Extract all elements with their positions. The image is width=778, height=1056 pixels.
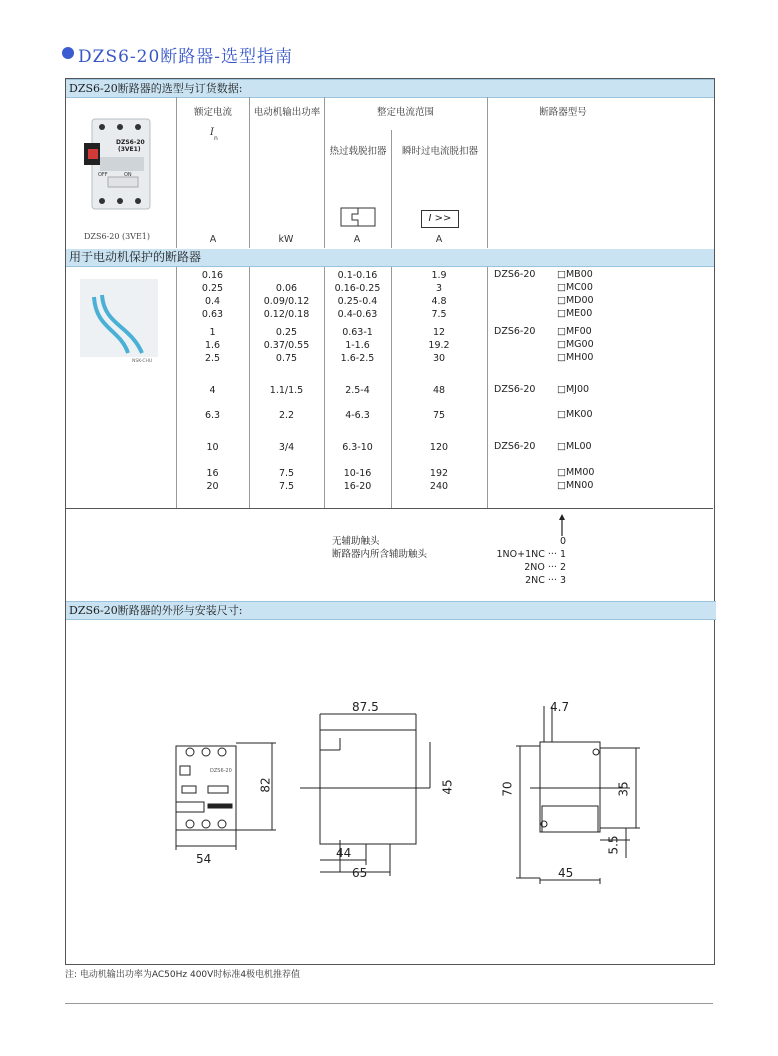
dim-front-label: DZS6-20	[210, 768, 232, 774]
col-divider	[324, 97, 325, 248]
unit-instant: A	[435, 234, 443, 245]
table-cell-inst: 7.5	[431, 309, 447, 320]
col-divider	[487, 97, 488, 248]
table-cell-inst: 240	[429, 481, 449, 492]
model-code: □MM00	[557, 467, 595, 478]
table-cell-inst: 4.8	[431, 296, 447, 307]
table-cell-range: 0.63-1	[342, 327, 373, 338]
header-instant-release: 瞬时过电流脱扣器	[401, 146, 478, 157]
table-cell-in: 1.6	[204, 340, 221, 351]
dim-side-width: 87.5	[352, 700, 379, 714]
table-cell-inst: 19.2	[428, 340, 450, 351]
dim-side-a: 44	[336, 846, 352, 860]
model-code: □MK00	[557, 409, 593, 420]
header-rated-current: 额定电流	[193, 107, 232, 118]
product-image	[80, 115, 162, 213]
title-bullet-icon	[62, 47, 74, 59]
section-motor-protection-header: 用于电动机保护的断路器	[66, 249, 714, 267]
table-cell-kw: 0.25	[275, 327, 298, 338]
table-cell-kw: 1.1/1.5	[269, 385, 304, 396]
table-cell-range: 0.25-0.4	[337, 296, 378, 307]
aux-code-1: 1NO+1NC ··· 1	[496, 549, 566, 560]
section-selection-header: DZS6-20断路器的选型与订货数据:	[66, 79, 714, 98]
table-cell-inst: 75	[432, 410, 446, 421]
model-code: □MC00	[557, 282, 593, 293]
table-cell-inst: 48	[432, 385, 446, 396]
unit-power: kW	[278, 234, 294, 245]
table-cell-range: 1.6-2.5	[340, 353, 375, 364]
table-cell-kw: 0.09/0.12	[263, 296, 310, 307]
table-cell-kw: 0.06	[275, 283, 298, 294]
table-cell-inst: 3	[435, 283, 443, 294]
front-view-drawing	[176, 743, 276, 850]
header-setting-range: 整定电流范围	[376, 107, 434, 118]
table-cell-in: 6.3	[204, 410, 221, 421]
dimension-drawings	[160, 690, 660, 890]
side-view-drawing	[300, 714, 430, 876]
header-thermal-release: 热过载脱扣器	[329, 146, 387, 157]
model-code: □MD00	[557, 295, 594, 306]
dim-side-height: 45	[440, 779, 455, 795]
aux-none-label: 无辅助触头	[332, 536, 380, 547]
model-code: □MG00	[557, 339, 594, 350]
model-code: □MN00	[557, 480, 594, 491]
table-cell-in: 0.16	[201, 270, 224, 281]
table-cell-range: 16-20	[343, 481, 372, 492]
table-cell-kw: 7.5	[278, 481, 295, 492]
table-cell-in: 0.63	[201, 309, 224, 320]
aux-code-3: 2NC ··· 3	[525, 575, 566, 586]
table-cell-range: 6.3-10	[342, 442, 373, 453]
section-dimensions-header: DZS6-20断路器的外形与安装尺寸:	[66, 601, 716, 620]
dim-rear-height2: 35	[616, 781, 631, 797]
aux-included-label: 断路器内所含辅助触头	[332, 549, 428, 560]
table-cell-kw: 2.2	[278, 410, 295, 421]
model-code: □MH00	[557, 352, 594, 363]
table-cell-inst: 30	[432, 353, 446, 364]
dim-rear-small: 5.5	[606, 835, 621, 855]
table-cell-inst: 1.9	[431, 270, 447, 281]
table-cell-in: 0.4	[204, 296, 221, 307]
table-cell-inst: 12	[432, 327, 446, 338]
model-code: □ME00	[557, 308, 593, 319]
table-cell-inst: 192	[429, 468, 449, 479]
model-prefix: DZS6-20	[494, 326, 536, 337]
dim-rear-top: 4.7	[550, 700, 570, 714]
model-code: □ML00	[557, 441, 592, 452]
product-sublabel: (3VE1)	[118, 146, 141, 153]
table-cell-inst: 120	[429, 442, 449, 453]
wire-image	[80, 279, 158, 357]
instant-release-icon: I >>	[421, 210, 459, 228]
product-off-label: OFF	[98, 172, 108, 178]
model-code: □MJ00	[557, 384, 590, 395]
aux-code-2: 2NO ··· 2	[524, 562, 566, 573]
table-cell-range: 0.1-0.16	[337, 270, 378, 281]
table-cell-range: 0.4-0.63	[337, 309, 378, 320]
unit-current: A	[209, 234, 217, 245]
footer-line	[65, 1003, 713, 1004]
dim-rear-width: 45	[558, 866, 574, 880]
table-cell-in: 16	[206, 468, 219, 479]
col-divider	[176, 97, 177, 248]
table-cell-in: 10	[206, 442, 219, 453]
header-in-subscript: n	[214, 135, 218, 142]
thermal-release-icon	[340, 207, 376, 227]
dim-front-height: 82	[258, 777, 273, 793]
arrow-up-icon	[557, 514, 567, 536]
table-cell-kw: 3/4	[278, 442, 295, 453]
table-cell-in: 0.25	[201, 283, 224, 294]
table-cell-kw: 7.5	[278, 468, 295, 479]
product-on-label: ON	[124, 172, 132, 178]
table-cell-in: 20	[206, 481, 219, 492]
table-cell-kw: 0.37/0.55	[263, 340, 310, 351]
aux-code-0: 0	[559, 536, 566, 547]
col-divider	[391, 130, 392, 248]
unit-thermal: A	[353, 234, 361, 245]
model-prefix: DZS6-20	[494, 384, 536, 395]
table-cell-in: 1	[209, 327, 216, 338]
table-cell-range: 4-6.3	[345, 410, 370, 421]
wire-caption: NSK-CHU	[132, 359, 153, 364]
product-label: DZS6-20	[116, 139, 145, 146]
divider-line	[66, 508, 713, 509]
header-motor-power: 电动机输出功率	[253, 107, 321, 118]
table-cell-range: 10-16	[343, 468, 372, 479]
footnote: 注: 电动机输出功率为AC50Hz 400V时标准4极电机推荐值	[65, 970, 301, 980]
dim-front-width: 54	[196, 852, 212, 866]
table-cell-range: 0.16-0.25	[334, 283, 381, 294]
header-in-symbol: I	[210, 127, 214, 138]
table-cell-range: 1-1.6	[345, 340, 370, 351]
product-caption: DZS6-20 (3VE1)	[84, 232, 151, 241]
header-model: 断路器型号	[539, 107, 587, 118]
dim-side-b: 65	[352, 866, 368, 880]
col-divider	[249, 97, 250, 248]
model-prefix: DZS6-20	[494, 269, 536, 280]
table-cell-range: 2.5-4	[345, 385, 370, 396]
model-prefix: DZS6-20	[494, 441, 536, 452]
dim-rear-height: 70	[500, 781, 515, 797]
table-cell-kw: 0.12/0.18	[263, 309, 310, 320]
col-divider	[487, 267, 488, 508]
model-code: □MB00	[557, 269, 593, 280]
table-cell-in: 2.5	[204, 353, 221, 364]
table-cell-kw: 0.75	[275, 353, 298, 364]
page-title: DZS6-20断路器-选型指南	[78, 47, 294, 67]
model-code: □MF00	[557, 326, 592, 337]
table-cell-in: 4	[209, 385, 216, 396]
